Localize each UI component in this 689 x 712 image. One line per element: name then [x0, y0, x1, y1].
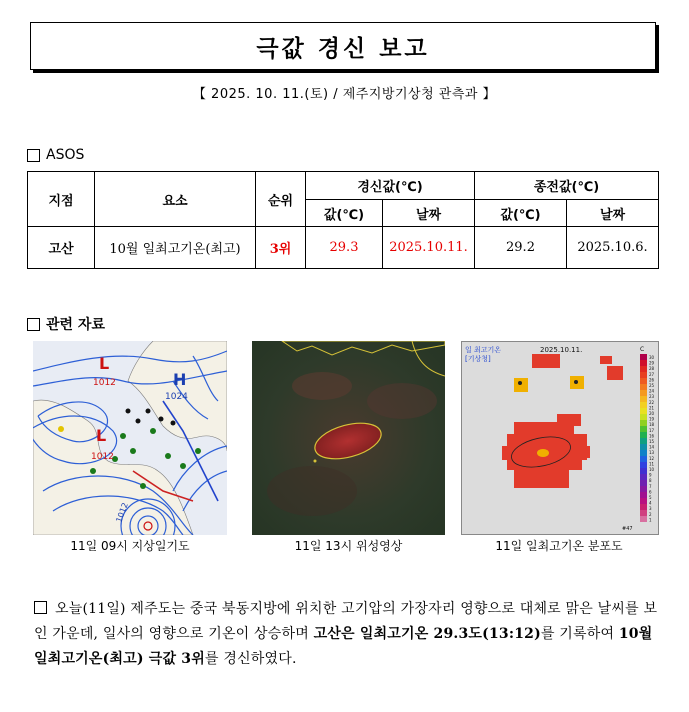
- section-related-heading: [27, 314, 105, 334]
- scale-tick-label: 6: [649, 489, 652, 495]
- low-pressure-label: L: [99, 354, 110, 373]
- temp-map-title: 일 최고기온: [465, 346, 502, 354]
- asos-table: [27, 171, 659, 269]
- temp-map-caption: 11일 일최고기온 분포도: [495, 539, 623, 553]
- temp-map-date: 2025.10.11.: [540, 346, 583, 354]
- scale-tick-label: 14: [649, 444, 655, 450]
- cell-element: 10월 일최고기온(최고): [95, 227, 256, 269]
- temperature-color-scale: [640, 354, 647, 522]
- scale-tick-label: 3: [649, 506, 652, 512]
- svg-text:1024: 1024: [165, 392, 188, 402]
- subheader-old-date: 날짜: [567, 200, 659, 227]
- temp-map-source: [기상청]: [465, 355, 491, 363]
- cell-station: 고산: [28, 227, 95, 269]
- scale-tick-label: 2: [649, 511, 652, 517]
- header-element: 요소: [95, 172, 256, 227]
- checkbox-square-icon: [34, 601, 47, 614]
- section-related-label: 관련 자료: [46, 317, 105, 333]
- checkbox-square-icon: [27, 318, 40, 331]
- header-previous: 종전값(℃): [475, 172, 659, 200]
- scale-tick-label: 30: [649, 355, 655, 360]
- scale-tick-label: 7: [649, 483, 652, 489]
- scale-tick-label: 17: [649, 427, 655, 433]
- scale-tick-label: 24: [649, 388, 655, 394]
- report-subtitle: 【 2025. 10. 11.(토) / 제주지방기상청 관측과 】: [192, 87, 497, 102]
- scale-tick-label: 9: [649, 472, 652, 478]
- report-title: 극값 경신 보고: [256, 35, 430, 62]
- subheader-new-value: 값(℃): [306, 200, 383, 227]
- summary-paragraph: 오늘(11일) 제주도는 중국 북동지방에 위치한 고기압의 가장자리 영향으로 대체로 맑은 날씨를 보인 가운데, 일사의 영향으로 기온이 상승하며 고산은 일최고기온 29.3도(13:12)를 기록하여 10월 일최고기온(최고) 극값 3위를 경신하였다.: [34, 601, 658, 667]
- high-pressure-label: H: [173, 370, 187, 389]
- cell-new-date: 2025.10.11.: [383, 227, 475, 269]
- svg-text:C: C: [640, 346, 645, 353]
- scale-tick-label: 4: [649, 500, 652, 506]
- scale-tick-label: 8: [649, 478, 652, 484]
- section-asos-label: ASOS: [46, 147, 85, 163]
- svg-text:1012: 1012: [114, 501, 130, 524]
- highlight-record: 10월 일최고기온(최고) 극값 3위: [34, 626, 653, 667]
- scale-tick-label: 5: [649, 495, 652, 500]
- surface-weather-map: [33, 341, 227, 535]
- scale-tick-label: 19: [649, 416, 655, 422]
- scale-tick-label: 13: [649, 450, 655, 456]
- svg-text:1012: 1012: [91, 452, 114, 462]
- low-pressure-label: L: [96, 426, 107, 445]
- scale-tick-label: 18: [649, 422, 655, 428]
- cell-new-value: 29.3: [306, 227, 383, 269]
- cell-rank: 3위: [256, 227, 306, 269]
- report-title-box: [30, 22, 656, 70]
- highlight-temperature: 고산은 일최고기온 29.3도(13:12): [313, 626, 541, 642]
- scale-tick-label: 22: [649, 399, 655, 405]
- svg-text:#47: #47: [622, 526, 633, 532]
- scale-tick-label: 1: [649, 517, 652, 523]
- max-temperature-map: [461, 341, 659, 535]
- scale-tick-label: 23: [649, 394, 655, 400]
- cell-old-date: 2025.10.6.: [567, 227, 659, 269]
- scale-tick-label: 25: [649, 383, 655, 388]
- header-renewed: 경신값(℃): [306, 172, 475, 200]
- scale-tick-label: 29: [649, 360, 655, 366]
- scale-tick-label: 26: [649, 377, 655, 383]
- scale-tick-label: 12: [649, 455, 655, 461]
- checkbox-square-icon: [27, 149, 40, 162]
- section-asos-heading: [27, 147, 84, 163]
- svg-text:1012: 1012: [93, 378, 116, 388]
- scale-tick-label: 20: [649, 411, 655, 416]
- table-row: [28, 227, 659, 269]
- subheader-old-value: 값(℃): [475, 200, 567, 227]
- weather-map-caption: 11일 09시 지상일기도: [70, 539, 190, 553]
- header-rank: 순위: [256, 172, 306, 227]
- scale-tick-label: 21: [649, 405, 655, 411]
- scale-tick-label: 11: [649, 461, 655, 467]
- scale-tick-label: 28: [649, 366, 655, 372]
- satellite-image: [252, 341, 445, 535]
- header-station: 지점: [28, 172, 95, 227]
- cell-old-value: 29.2: [475, 227, 567, 269]
- scale-tick-label: 27: [649, 371, 655, 377]
- subheader-new-date: 날짜: [383, 200, 475, 227]
- scale-tick-label: 10: [649, 467, 655, 472]
- scale-tick-label: 16: [649, 433, 655, 439]
- satellite-caption: 11일 13시 위성영상: [294, 539, 403, 553]
- scale-tick-label: 15: [649, 439, 655, 444]
